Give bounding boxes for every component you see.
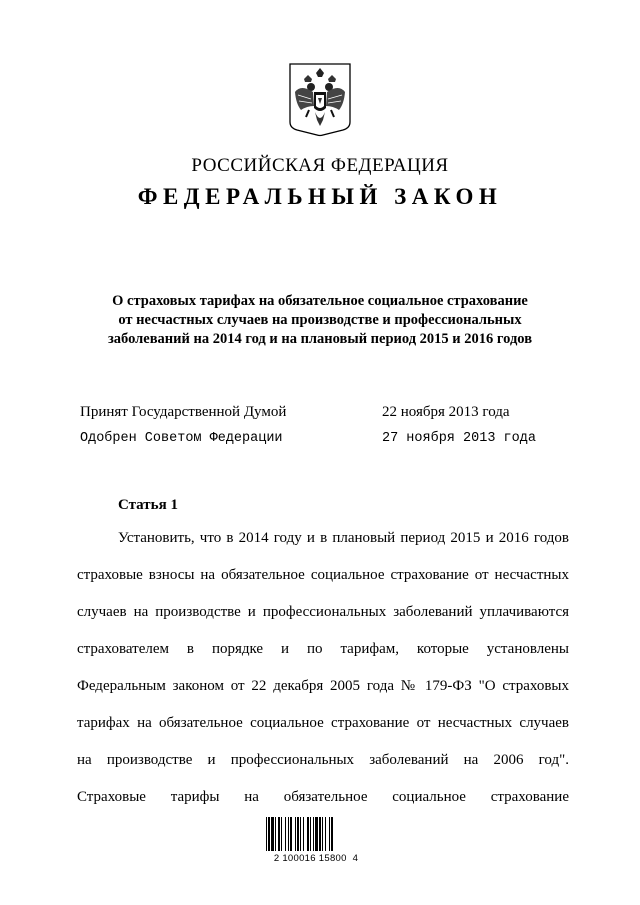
article-line: Установить, что в 2014 году и в плановый период 2015 и 2016 годов [118,530,569,546]
article-line: Страховые тарифы на обязательное социальное страхование [77,789,569,805]
law-title [60,292,580,349]
article-line: Федеральным законом от 22 декабря 2005 года № 179-ФЗ "О страховых [77,678,569,694]
coat-of-arms-icon [287,62,353,138]
law-title-line: О страховых тарифах на обязательное социальное страхование [112,293,528,309]
document-type: ФЕДЕРАЛЬНЫЙ ЗАКОН [137,184,503,209]
barcode-number: 2 100016 15800 4 [273,853,359,864]
article-line: случаев на производстве и профессиональных заболеваний уплачиваются [77,604,569,620]
barcode [257,817,375,867]
article-line: на производстве и профессиональных заболеваний на 2006 год". [77,752,569,768]
adoption-duma-date: 22 ноября 2013 года [382,404,510,420]
article-line: тарифах на обязательное социальное страхование от несчастных случаев [77,715,569,731]
article-line: страховые взносы на обязательное социальное страхование от несчастных [77,567,569,583]
adoption-council-date: 27 ноября 2013 года [382,431,536,446]
adoption-duma-label: Принят Государственной Думой [80,404,287,420]
adoption-council-label: Одобрен Советом Федерации [80,431,283,446]
article-heading: Статья 1 [118,497,178,513]
country-name: РОССИЙСКАЯ ФЕДЕРАЦИЯ [191,155,449,176]
article-line: страхователем в порядке и по тарифам, которые установлены [77,641,569,657]
barcode-icon [265,817,365,851]
law-title-line: от несчастных случаев на производстве и профессиональных [118,312,522,328]
law-title-line: заболеваний на 2014 год и на плановый период 2015 и 2016 годов [107,331,533,347]
